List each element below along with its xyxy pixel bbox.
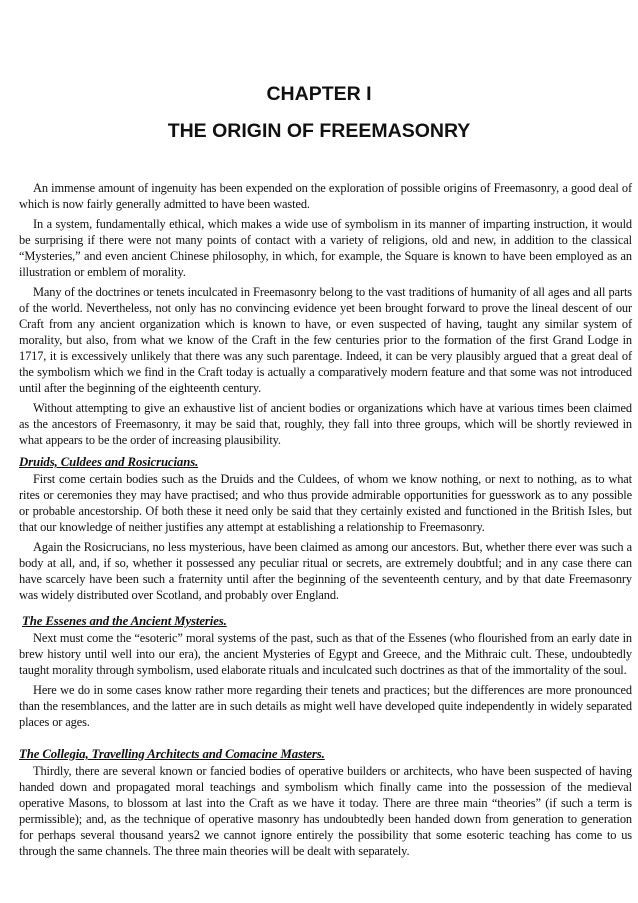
section-heading-druids: Druids, Culdees and Rosicrucians. (19, 455, 199, 469)
chapter-number: CHAPTER I (266, 83, 372, 105)
paragraph: In a system, fundamentally ethical, which makes a wide use of symbolism in its manner of imparting instruction, it would be surprising if there were not many points of contact with a variety of religions, old and new, in addition to the classical “Mysteries,” and even ancient Chinese philosophy, in which, for example, the Square is known to have been employed as an illustration or emblem of morality. (19, 217, 632, 279)
paragraph: Many of the doctrines or tenets inculcated in Freemasonry belong to the vast traditions of humanity of all ages and all parts of the world. Nevertheless, not only has no convincing evidence yet been brought forward to prove the lineal descent of our Craft from any ancient organization which is known to have, or even suspected of having, taught any similar system of morality, but also, from what we know of the Craft in the few centuries prior to the formation of the first Grand Lodge in 1717, it is excessively unlikely that there was any such parentage. Indeed, it can be very plausibly argued that a great deal of the symbolism which we find in the Craft today is actually a comparatively modern feature and that some was not introduced until after the beginning of the eighteenth century. (19, 285, 632, 395)
section-heading-essenes: The Essenes and the Ancient Mysteries. (22, 614, 227, 628)
chapter-title: THE ORIGIN OF FREEMASONRY (167, 120, 471, 142)
paragraph: Again the Rosicrucians, no less mysterious, have been claimed as among our ancestors. But, whether there ever was such a body at all, and, if so, whether it possessed any peculiar ritual or secrets, are extremely doubtful; and in any case there can have scarcely have been such a fraternity until after the beginning of the seventeenth century, and by that date Freemasonry was widely distributed over Scotland, and probably over England. (19, 540, 632, 602)
section-heading-collegia: The Collegia, Travelling Architects and Comacine Masters. (19, 747, 325, 761)
body-text (19, 180, 632, 863)
paragraph: An immense amount of ingenuity has been expended on the exploration of possible origins of Freemasonry, a good deal of which is now fairly generally admitted to have been wasted. (19, 181, 632, 211)
paragraph: Thirdly, there are several known or fancied bodies of operative builders or architects, who have been suspected of having handed down and propagated moral teachings and symbolism which finally came into the possession of the medieval operative Masons, to blossom at last into the Craft as we have it today. There are three main “theories” (if such a term is permissible); and, as the technique of operative masonry has undoubtedly been handed down from generation to generation for perhaps several thousand years2 we cannot ignore entirely the possibility that some esoteric teaching has come to us through the same channels. The three main theories will be dealt with separately. (19, 764, 632, 858)
paragraph: Next must come the “esoteric” moral systems of the past, such as that of the Essenes (who flourished from an early date in brew history until well into our era), the ancient Mysteries of Egypt and Greece, and the Mithraic cult. These, undoubtedly taught morality through symbolism, used elaborate rituals and inculcated such doctrines as that of the immortality of the soul. (19, 631, 632, 677)
paragraph: Here we do in some cases know rather more regarding their tenets and practices; but the differences are more pronounced than the resemblances, and the latter are in such details as might well have developed quite independently in widely separated places or ages. (19, 683, 632, 729)
paragraph: First come certain bodies such as the Druids and the Culdees, of whom we know nothing, or next to nothing, as to what rites or ceremonies they may have practised; and who thus provide admirable opportunities for guesswork as to any possible or probable ancestorship. Of both these it need only be said that they certainly existed and functioned in the British Isles, but that our knowledge of neither justifies any attempt at establishing a relationship to Freemasonry. (19, 472, 632, 534)
paragraph: Without attempting to give an exhaustive list of ancient bodies or organizations which have at various times been claimed as the ancestors of Freemasonry, it may be said that, roughly, they fall into three groups, which will be shortly reviewed in what appears to be the order of increasing plausibility. (19, 401, 632, 447)
